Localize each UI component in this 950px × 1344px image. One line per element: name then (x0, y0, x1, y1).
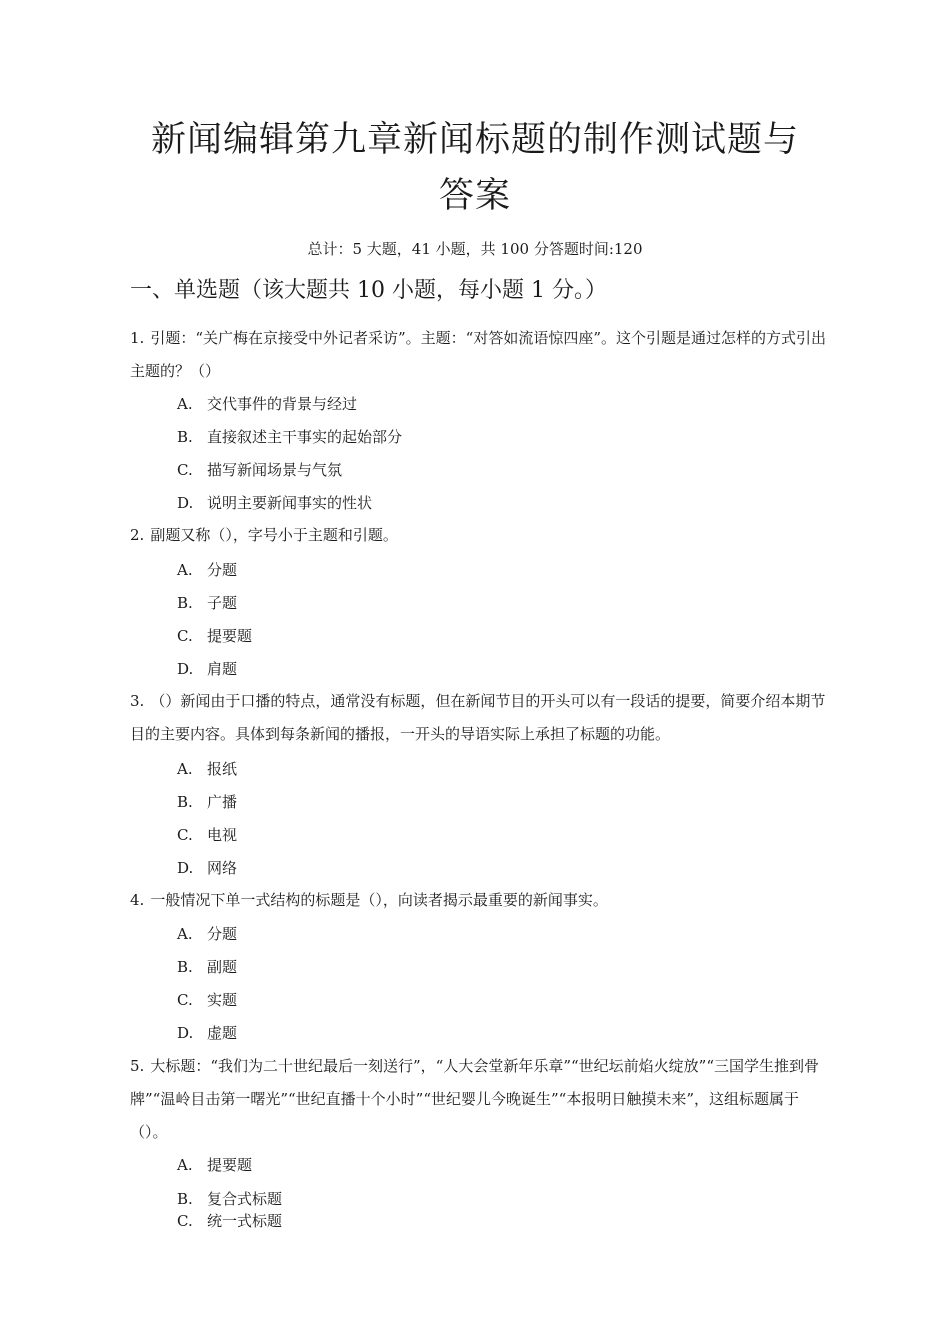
question-number: 3. (130, 692, 145, 710)
option-letter: B. (177, 1190, 193, 1208)
option-letter: A. (177, 561, 193, 579)
option-5b (177, 1188, 282, 1210)
question-5 (130, 1050, 830, 1149)
option-text: 广播 (207, 793, 238, 811)
option-text: 电视 (207, 826, 238, 844)
option-1a (177, 393, 357, 415)
option-text: 分题 (207, 561, 238, 579)
option-2d (177, 658, 237, 680)
document-title (0, 112, 950, 224)
option-5c (177, 1210, 282, 1232)
option-text: 描写新闻场景与气氛 (207, 461, 343, 479)
option-letter: D. (177, 494, 194, 512)
option-text: 报纸 (207, 760, 238, 778)
option-4a (177, 923, 237, 945)
option-letter: D. (177, 859, 194, 877)
option-text: 实题 (207, 991, 238, 1009)
option-text: 分题 (207, 925, 238, 943)
question-text: （）新闻由于口播的特点，通常没有标题，但在新闻节目的开头可以有一段话的提要，简要介绍本期节目的主要内容。具体到每条新闻的播报，一开头的导语实际上承担了标题的功能。 (130, 692, 826, 743)
option-3d (177, 857, 237, 879)
option-letter: C. (177, 627, 193, 645)
option-4c (177, 989, 237, 1011)
option-text: 交代事件的背景与经过 (207, 395, 358, 413)
section-heading: 一、单选题（该大题共 10 小题，每小题 1 分。） (130, 278, 607, 303)
option-letter: D. (177, 1024, 194, 1042)
option-letter: B. (177, 594, 193, 612)
option-letter: C. (177, 1212, 193, 1230)
option-letter: A. (177, 760, 193, 778)
option-letter: D. (177, 660, 194, 678)
question-4 (130, 884, 830, 917)
option-letter: B. (177, 793, 193, 811)
title-line-1: 新闻编辑第九章新闻标题的制作测试题与 (150, 120, 799, 160)
option-text: 虚题 (207, 1024, 238, 1042)
option-2b (177, 592, 237, 614)
option-letter: A. (177, 395, 193, 413)
option-3b (177, 791, 237, 813)
option-letter: C. (177, 461, 193, 479)
option-text: 网络 (207, 859, 238, 877)
option-5a (177, 1154, 252, 1176)
option-text: 说明主要新闻事实的性状 (207, 494, 373, 512)
question-number: 2. (130, 526, 145, 544)
exam-summary: 总计：5 大题，41 小题，共 100 分答题时间:120 (307, 240, 643, 258)
option-text: 直接叙述主干事实的起始部分 (207, 428, 403, 446)
option-text: 提要题 (207, 627, 253, 645)
option-text: 肩题 (207, 660, 238, 678)
question-text: 大标题：“我们为二十世纪最后一刻送行”，“人大会堂新年乐章”“世纪坛前焰火绽放”“三国学生推到骨牌”“温岭目击第一曙光”“世纪直播十个小时”“世纪婴儿今晚诞生”“本报明日触摸未来”，这组标题属于（）。 (130, 1057, 819, 1141)
question-3 (130, 685, 830, 751)
question-number: 4. (130, 891, 145, 909)
option-text: 副题 (207, 958, 238, 976)
option-1c (177, 459, 342, 481)
option-1d (177, 492, 372, 514)
option-3a (177, 758, 237, 780)
question-number: 5. (130, 1057, 145, 1075)
question-text: 一般情况下单一式结构的标题是（），向读者揭示最重要的新闻事实。 (150, 891, 608, 909)
question-1 (130, 322, 830, 388)
question-text: 副题又称（），字号小于主题和引题。 (150, 526, 398, 544)
question-text: 引题：“关广梅在京接受中外记者采访”。主题：“对答如流语惊四座”。这个引题是通过怎样的方式引出主题的？（） (130, 329, 826, 380)
option-letter: B. (177, 958, 193, 976)
question-2 (130, 519, 830, 552)
option-text: 子题 (207, 594, 238, 612)
option-2c (177, 625, 252, 647)
option-4b (177, 956, 237, 978)
option-letter: A. (177, 1156, 193, 1174)
question-number: 1. (130, 329, 145, 347)
option-1b (177, 426, 402, 448)
option-text: 复合式标题 (207, 1190, 283, 1208)
option-letter: C. (177, 991, 193, 1009)
option-text: 提要题 (207, 1156, 253, 1174)
option-letter: A. (177, 925, 193, 943)
option-3c (177, 824, 237, 846)
option-letter: C. (177, 826, 193, 844)
option-letter: B. (177, 428, 193, 446)
option-4d (177, 1022, 237, 1044)
title-line-2: 答案 (438, 176, 511, 216)
option-2a (177, 559, 237, 581)
option-text: 统一式标题 (207, 1212, 283, 1230)
